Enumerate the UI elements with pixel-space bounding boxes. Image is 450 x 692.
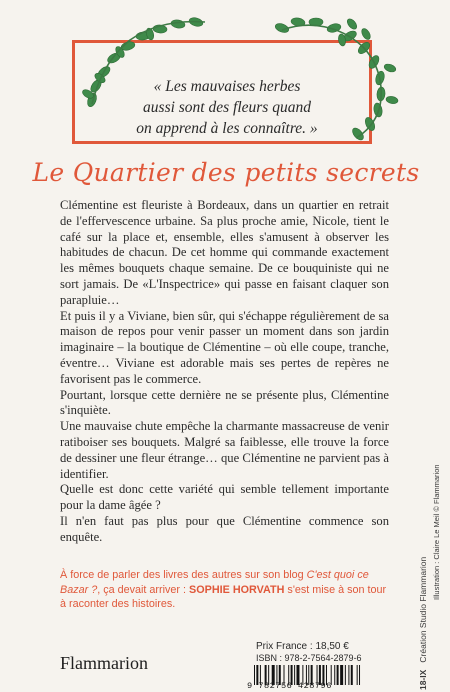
book-title: Le Quartier des petits secrets <box>32 158 420 187</box>
illustration-credit: Illustration : Claire Le Meil © Flammarion <box>432 464 441 600</box>
synopsis-paragraph: Clémentine est fleuriste à Bordeaux, dans un quartier en retrait de l'effervescence urbaine. Sa plus proche amie, Nicole, tient le café sur la place et, ensemble, elles s'amusent à observer les habitudes de chacun. De cet homme qui commande exactement les mêmes bouquets chaque semaine. De ce bouquiniste qui ne sort jamais. De «L'Inspectrice» qui passe en faisant claquer son parapluie… <box>60 198 389 307</box>
quote-line: on apprend à les connaître. » <box>136 120 318 137</box>
leaf-icon <box>274 22 290 34</box>
synopsis-paragraph: Une mauvaise chute empêche la charmante massacreuse de venir ratiboiser ses bouquets. Malgré sa faiblesse, elle trouve la force de dessiner une fleur étrange… que Clémentine ne parvient pas à identifier. <box>60 419 389 481</box>
blog-name: C'est quoi ce Bazar ? <box>60 569 369 596</box>
leaf-icon <box>373 102 383 117</box>
quote-line: « Les mauvaises herbes <box>153 78 301 95</box>
isbn-label: ISBN : 978-2-7564-2879-6 <box>256 653 362 663</box>
publisher-logo: Flammarion <box>60 653 148 673</box>
leaf-icon <box>290 17 305 27</box>
synopsis-paragraph: Quelle est donc cette variété qui semble tellement importante pour la dame âgée ? <box>60 482 389 513</box>
leaf-icon <box>145 27 155 40</box>
leaf-icon <box>309 18 323 26</box>
synopsis <box>60 198 389 546</box>
synopsis-paragraph: Pourtant, lorsque cette dernière ne se présente plus, Clémentine s'inquiète. <box>60 387 389 418</box>
leaf-icon <box>374 70 385 86</box>
leaf-icon <box>170 19 185 29</box>
leaf-icon <box>345 17 358 31</box>
synopsis-paragraph: Et puis il y a Viviane, bien sûr, qui s'échappe régulièrement de sa maison de repos pour venir passer un moment dans son jardin imaginaire – la boutique de Clémentine – où elle coupe, tranche, éventre… Viviane est adorable mais ses pertes de repères ne favorisent pas le commerce. <box>60 308 389 386</box>
leaf-icon <box>326 22 342 33</box>
leaf-icon <box>153 24 168 33</box>
author-blurb: À force de parler des livres des autres sur son blog C'est quoi ce Bazar ?, ça devait arriver : SOPHIE HORVATH s'est mise à son tour à raconter des histoires. <box>60 569 387 611</box>
leaf-icon <box>360 27 372 41</box>
leaf-icon <box>188 16 204 27</box>
synopsis-paragraph: Il n'en faut pas plus pour que Clémentine commence son enquête. <box>60 513 389 544</box>
epigraph-quote <box>94 76 360 139</box>
leaf-icon <box>385 96 398 105</box>
leaf-icon <box>383 63 397 74</box>
studio-credit: 18-IX Création Studio Flammarion <box>418 556 428 690</box>
price-label: Prix France : 18,50 € <box>256 641 349 652</box>
leaf-icon <box>376 87 385 102</box>
author-name: SOPHIE HORVATH <box>189 583 285 596</box>
quote-line: aussi sont des fleurs quand <box>143 99 311 116</box>
barcode-number: 9 782756 428796 <box>247 681 332 691</box>
